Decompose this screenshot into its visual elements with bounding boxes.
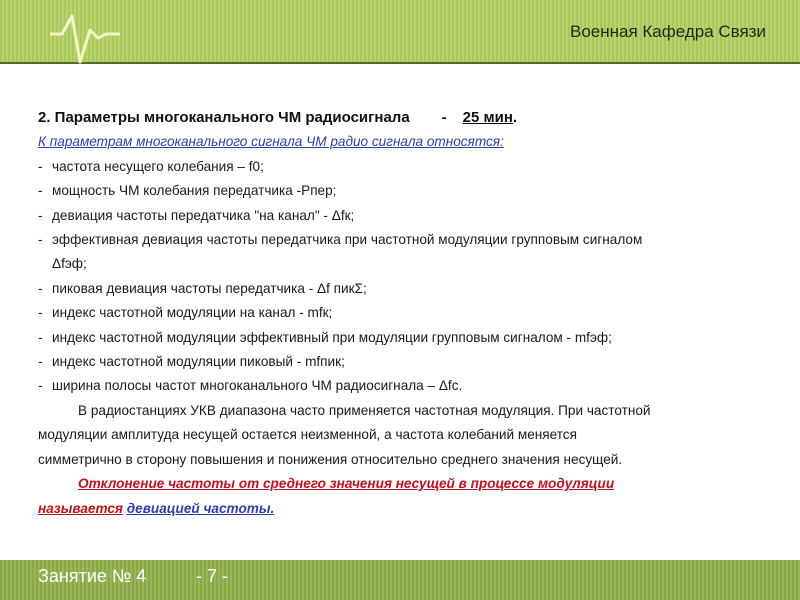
subheading: К параметрам многоканального сигнала ЧМ радио сигнала относятся: [38, 134, 504, 150]
definition-line [38, 497, 778, 521]
slide-content [38, 106, 778, 521]
list-item: - ширина полосы частот многоканального ЧМ радиосигнала – Δfc. [38, 378, 463, 394]
definition-verb: называется [38, 500, 123, 516]
slide-heading [38, 106, 778, 130]
list-item: - индекс частотной модуляции пиковый - mfпик; [38, 354, 345, 370]
heading-separator: - [441, 109, 447, 126]
heading-text: 2. Параметры многоканального ЧМ радиосигнала [38, 109, 410, 126]
list-item: - частота несущего колебания – f0; [38, 158, 264, 174]
footer-lesson: Занятие № 4 [38, 566, 147, 586]
list-item: - мощность ЧМ колебания передатчика -Рпер; [38, 183, 337, 199]
heading-end: . [512, 109, 518, 126]
paragraph-line: модуляции амплитуда несущей остается неизменной, а частота колебаний меняется [38, 427, 577, 443]
definition-line [38, 472, 778, 496]
paragraph-line: симметрично в сторону повышения и понижения относительно среднего значения несущей. [38, 451, 623, 467]
list-item: - эффективная девиация частоты передатчика при частотной модуляции групповым сигналом [38, 232, 643, 248]
list-item: - индекс частотной модуляции на канал - mfк; [38, 305, 333, 321]
definition-text: Отклонение частоты от среднего значения несущей в процессе модуляции [78, 476, 615, 492]
header-title: Военная Кафедра Связи [570, 22, 766, 41]
paragraph-line: В радиостанциях УКВ диапазона часто применяется частотная модуляция. При частотной [78, 402, 651, 418]
pulse-waveform-icon [0, 0, 120, 70]
definition-term: девиацией частоты. [126, 500, 275, 516]
heading-duration: 25 мин [462, 109, 513, 126]
list-item: - пиковая девиация частоты передатчика - Δf пикΣ; [38, 280, 367, 296]
list-item-continuation: Δfэф; [52, 256, 87, 272]
list-item: - индекс частотной модуляции эффективный при модуляции групповым сигналом - mfэф; [38, 329, 612, 345]
footer-page-number: - 7 - [196, 566, 229, 586]
list-item: - девиация частоты передатчика "на канал" - Δfк; [38, 207, 355, 223]
header-bar [0, 0, 800, 64]
